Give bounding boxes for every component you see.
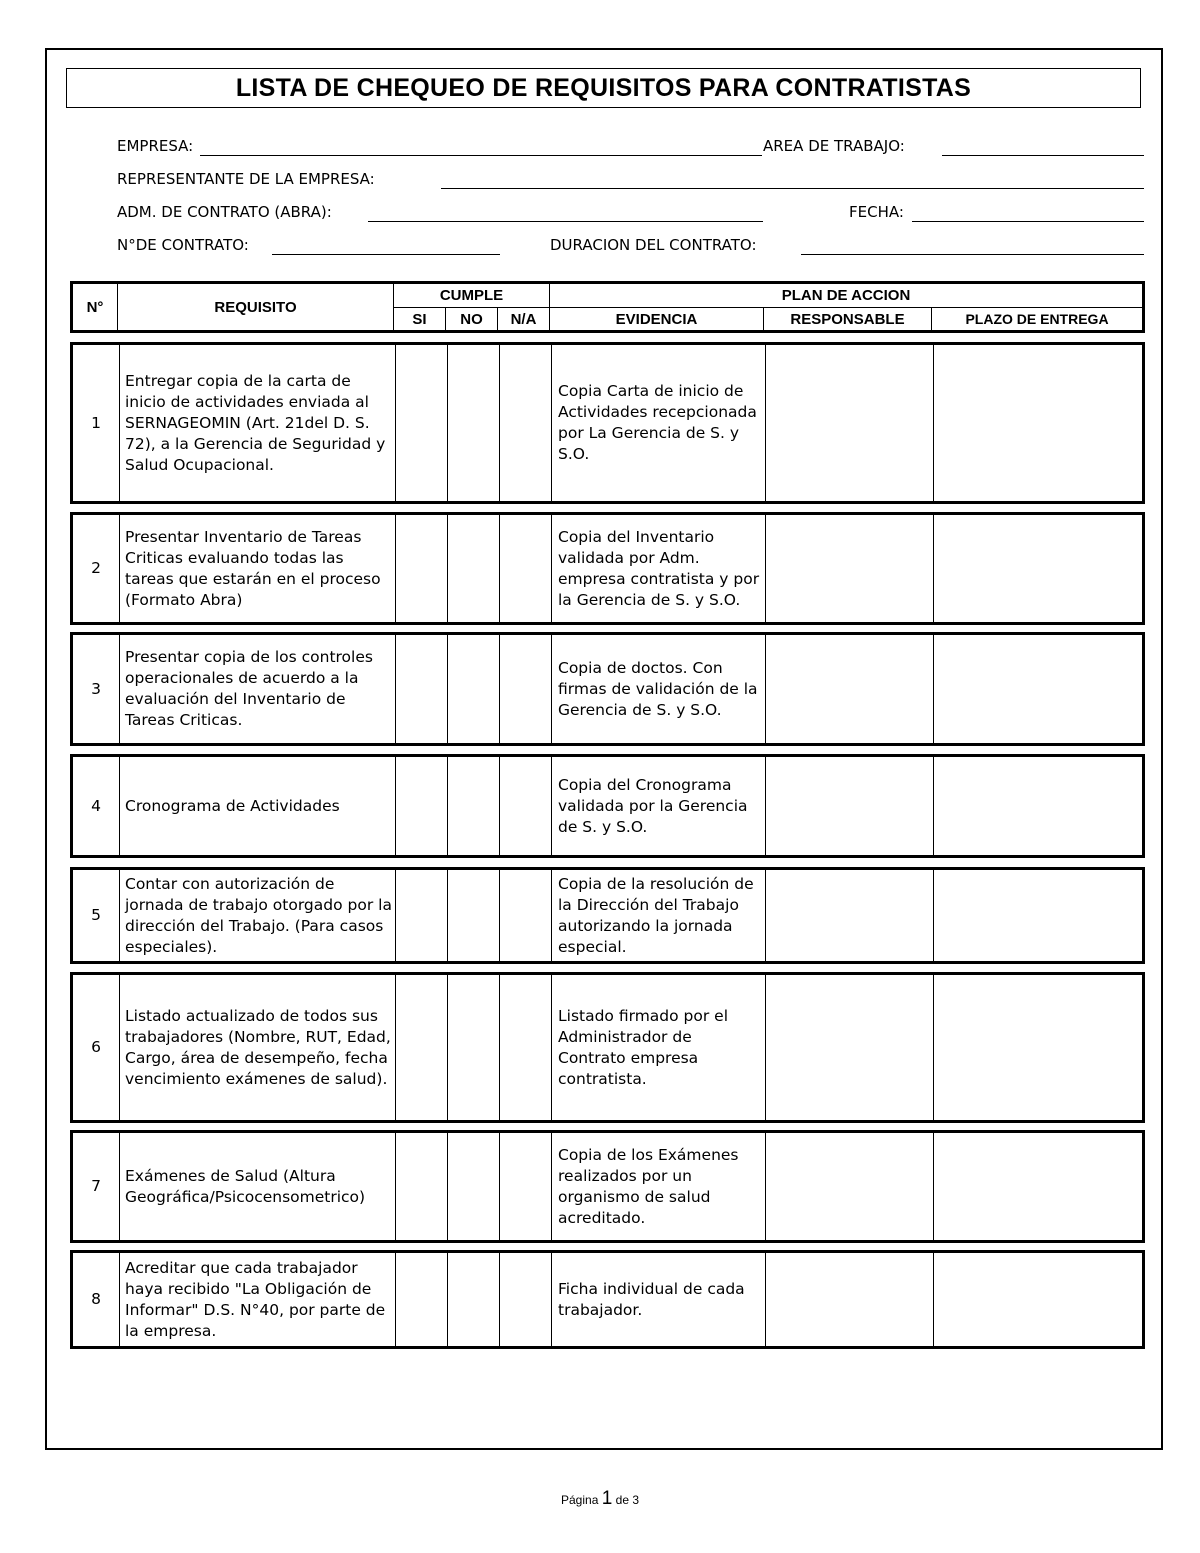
row-number: 5 <box>91 906 101 924</box>
row-number: 8 <box>91 1290 101 1308</box>
plazo-cell[interactable] <box>935 757 1142 855</box>
duracion-field[interactable] <box>801 254 1144 255</box>
empresa-label: EMPRESA: <box>117 137 194 155</box>
header-plan-accion: PLAN DE ACCION <box>781 287 911 304</box>
row-requisito: Presentar copia de los controles operacionales de acuerdo a la evaluación del Inventario de Tareas Criticas. <box>125 648 373 729</box>
fecha-label: FECHA: <box>849 203 904 221</box>
row-number: 3 <box>91 679 101 698</box>
cumple-na-cell[interactable] <box>501 975 551 1120</box>
table-header <box>70 281 1145 333</box>
table-row <box>70 867 1145 964</box>
header-responsable: RESPONSABLE <box>790 310 905 328</box>
responsable-cell[interactable] <box>767 1253 931 1346</box>
row-evidencia: Copia del Cronograma validada por la Gerencia de S. y S.O. <box>558 775 748 836</box>
plazo-cell[interactable] <box>935 870 1142 961</box>
row-requisito: Listado actualizado de todos sus trabajadores (Nombre, RUT, Edad, Cargo, área de desempeño, fecha vencimiento exámenes de salud). <box>125 1006 391 1088</box>
responsable-cell[interactable] <box>767 345 931 501</box>
duracion-label: DURACION DEL CONTRATO: <box>550 236 757 254</box>
representante-label: REPRESENTANTE DE LA EMPRESA: <box>117 170 375 188</box>
cumple-no-cell[interactable] <box>449 345 499 501</box>
cumple-na-cell[interactable] <box>501 1253 551 1346</box>
table-row <box>70 342 1145 504</box>
row-number: 7 <box>91 1177 101 1195</box>
row-requisito: Entregar copia de la carta de inicio de actividades enviada al SERNAGEOMIN (Art. 21del D. S. 72), a la Gerencia de Seguridad y Salud Ocupacional. <box>125 371 386 474</box>
row-requisito: Presentar Inventario de Tareas Criticas evaluando todas las tareas que estarán en el proceso (Formato Abra) <box>125 527 381 609</box>
responsable-cell[interactable] <box>767 635 931 743</box>
row-evidencia: Copia de la resolución de la Dirección del Trabajo autorizando la jornada especial. <box>558 874 754 956</box>
row-evidencia: Copia de doctos. Con firmas de validación de la Gerencia de S. y S.O. <box>558 658 758 719</box>
row-number: 6 <box>91 1038 101 1056</box>
row-requisito: Contar con autorización de jornada de trabajo otorgado por la dirección del Trabajo. (Para casos especiales). <box>125 874 392 956</box>
row-requisito: Exámenes de Salud (Altura Geográfica/Psicocensometrico) <box>125 1166 366 1206</box>
cumple-no-cell[interactable] <box>449 635 499 743</box>
responsable-cell[interactable] <box>767 757 931 855</box>
header-evidencia: EVIDENCIA <box>615 310 698 328</box>
cumple-no-cell[interactable] <box>449 1253 499 1346</box>
cumple-no-cell[interactable] <box>449 757 499 855</box>
plazo-cell[interactable] <box>935 975 1142 1120</box>
header-si: SI <box>412 310 427 328</box>
row-evidencia: Copia Carta de inicio de Actividades recepcionada por La Gerencia de S. y S.O. <box>558 382 757 463</box>
row-evidencia: Ficha individual de cada trabajador. <box>558 1279 745 1319</box>
row-evidencia: Listado firmado por el Administrador de Contrato empresa contratista. <box>558 1006 729 1088</box>
cumple-si-cell[interactable] <box>397 515 447 622</box>
cumple-no-cell[interactable] <box>449 975 499 1120</box>
row-requisito: Acreditar que cada trabajador haya recibido "La Obligación de Informar" D.S. N°40, por parte de la empresa. <box>125 1258 386 1340</box>
cumple-si-cell[interactable] <box>397 345 447 501</box>
table-row <box>70 1250 1145 1349</box>
header-na: N/A <box>510 310 537 328</box>
table-row <box>70 632 1145 746</box>
plazo-cell[interactable] <box>935 1253 1142 1346</box>
cumple-si-cell[interactable] <box>397 635 447 743</box>
table-row <box>70 512 1145 625</box>
cumple-na-cell[interactable] <box>501 515 551 622</box>
footer-page: 1 <box>601 1488 613 1509</box>
cumple-na-cell[interactable] <box>501 345 551 501</box>
contrato-label: N°DE CONTRATO: <box>117 236 249 254</box>
responsable-cell[interactable] <box>767 870 931 961</box>
cumple-na-cell[interactable] <box>501 1133 551 1240</box>
row-number: 2 <box>91 559 101 577</box>
header-num: N° <box>86 298 104 316</box>
table-row <box>70 754 1145 858</box>
page-title: LISTA DE CHEQUEO DE REQUISITOS PARA CONTRATISTAS <box>66 68 1141 108</box>
cumple-na-cell[interactable] <box>501 757 551 855</box>
row-number: 4 <box>91 796 101 815</box>
plazo-cell[interactable] <box>935 515 1142 622</box>
cumple-si-cell[interactable] <box>397 1133 447 1240</box>
cumple-si-cell[interactable] <box>397 757 447 855</box>
footer-prefix: Página <box>561 1493 599 1507</box>
row-requisito: Cronograma de Actividades <box>125 796 340 815</box>
responsable-cell[interactable] <box>767 1133 931 1240</box>
header-plazo: PLAZO DE ENTREGA <box>965 311 1109 327</box>
footer-suffix: de 3 <box>615 1493 639 1507</box>
cumple-no-cell[interactable] <box>449 515 499 622</box>
row-evidencia: Copia del Inventario validada por Adm. empresa contratista y por la Gerencia de S. y S.O. <box>558 527 760 609</box>
cumple-no-cell[interactable] <box>449 1133 499 1240</box>
fecha-field[interactable] <box>912 221 1144 222</box>
empresa-field[interactable] <box>200 155 762 156</box>
cumple-na-cell[interactable] <box>501 870 551 961</box>
plazo-cell[interactable] <box>935 345 1142 501</box>
area-field[interactable] <box>942 155 1144 156</box>
cumple-si-cell[interactable] <box>397 870 447 961</box>
representante-field[interactable] <box>441 188 1144 189</box>
table-row <box>70 972 1145 1123</box>
plazo-cell[interactable] <box>935 635 1142 743</box>
cumple-na-cell[interactable] <box>501 635 551 743</box>
adm-contrato-field[interactable] <box>368 221 763 222</box>
adm-contrato-label: ADM. DE CONTRATO (ABRA): <box>117 203 332 221</box>
contrato-field[interactable] <box>272 254 500 255</box>
row-evidencia: Copia de los Exámenes realizados por un organismo de salud acreditado. <box>558 1145 739 1227</box>
table-row <box>70 1130 1145 1243</box>
responsable-cell[interactable] <box>767 515 931 622</box>
row-number: 1 <box>91 413 101 432</box>
cumple-si-cell[interactable] <box>397 1253 447 1346</box>
responsable-cell[interactable] <box>767 975 931 1120</box>
header-no: NO <box>460 310 483 328</box>
cumple-no-cell[interactable] <box>449 870 499 961</box>
cumple-si-cell[interactable] <box>397 975 447 1120</box>
plazo-cell[interactable] <box>935 1133 1142 1240</box>
area-label: AREA DE TRABAJO: <box>763 137 905 155</box>
header-cumple: CUMPLE <box>439 287 504 304</box>
page-footer <box>0 1488 1200 1510</box>
header-requisito: REQUISITO <box>214 298 297 316</box>
